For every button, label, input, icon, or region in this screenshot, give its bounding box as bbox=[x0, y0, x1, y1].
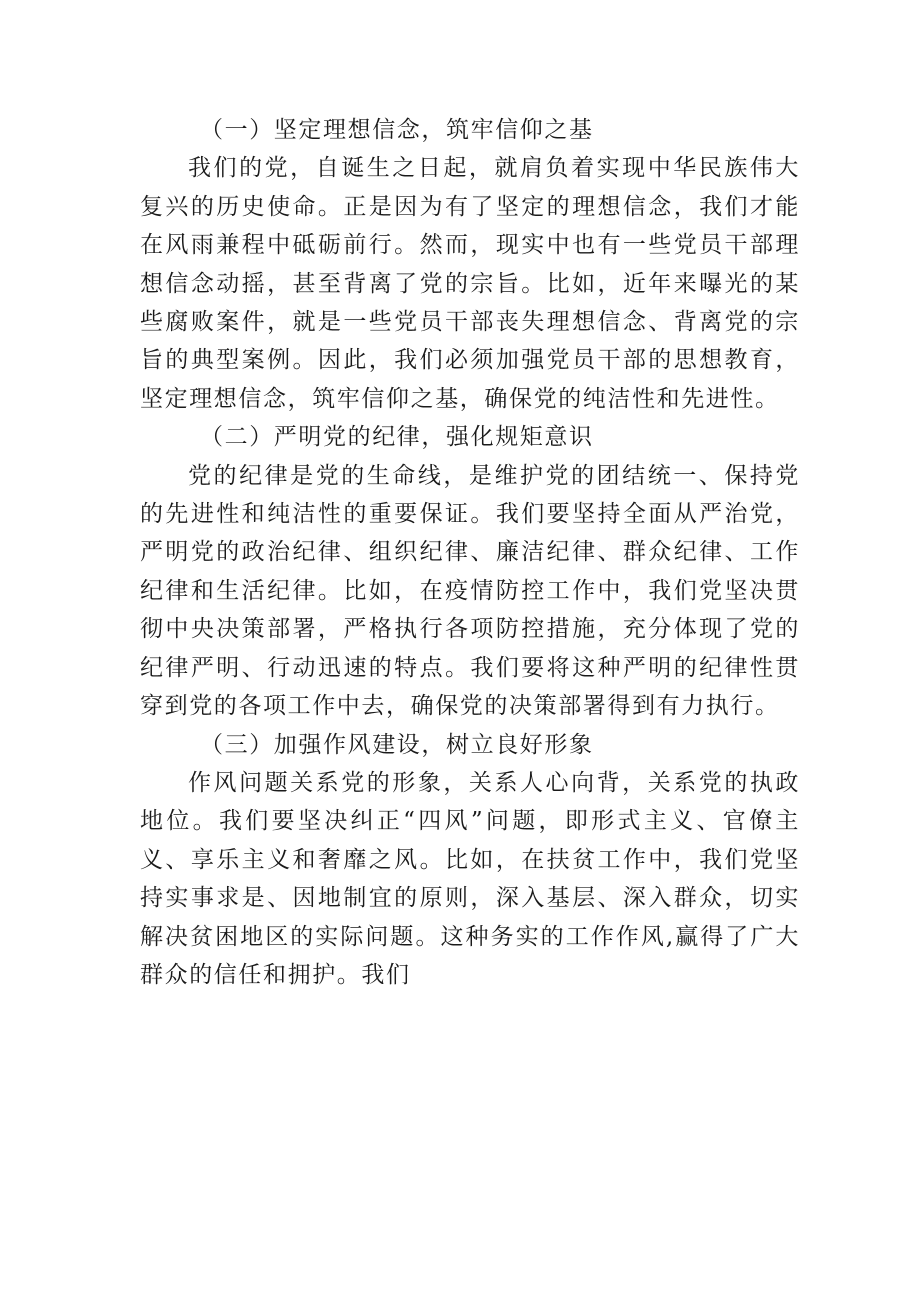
section-2-paragraph: 党的纪律是党的生命线，是维护党的团结统一、保持党的先进性和纯洁性的重要保证。我们要坚持全面从严治党，严明党的政治纪律、组织纪律、廉洁纪律、群众纪律、工作纪律和生活纪律。比如，在疫情防控工作中，我们党坚决贯彻中央决策部署，严格执行各项防控措施，充分体现了党的纪律严明、行动迅速的特点。我们要将这种严明的纪律性贯穿到党的各项工作中去，确保党的决策部署得到有力执行。 bbox=[140, 462, 800, 720]
section-2-heading: （二）严明党的纪律，强化规矩意识 bbox=[200, 424, 594, 451]
section-1-paragraph: 我们的党，自诞生之日起，就肩负着实现中华民族伟大复兴的历史使命。正是因为有了坚定的理想信念，我们才能在风雨兼程中砥砺前行。然而，现实中也有一些党员干部理想信念动摇，甚至背离了党的宗旨。比如，近年来曝光的某些腐败案件，就是一些党员干部丧失理想信念、背离党的宗旨的典型案例。因此，我们必须加强党员干部的思想教育，坚定理想信念，筑牢信仰之基，确保党的纯洁性和先进性。 bbox=[140, 155, 800, 412]
document-page bbox=[140, 111, 800, 994]
section-3-paragraph: 作风问题关系党的形象，关系人心向背，关系党的执政地位。我们要坚决纠正“四风”问题，即形式主义、官僚主义、享乐主义和奢靡之风。比如，在扶贫工作中，我们党坚持实事求是、因地制宜的原则，深入基层、深入群众，切实解决贫困地区的实际问题。这种务实的工作作风,赢得了广大群众的信任和拥护。我们 bbox=[140, 769, 800, 988]
section-3-heading: （三）加强作风建设，树立良好形象 bbox=[200, 731, 594, 758]
section-1-heading: （一）坚定理想信念，筑牢信仰之基 bbox=[200, 117, 594, 143]
